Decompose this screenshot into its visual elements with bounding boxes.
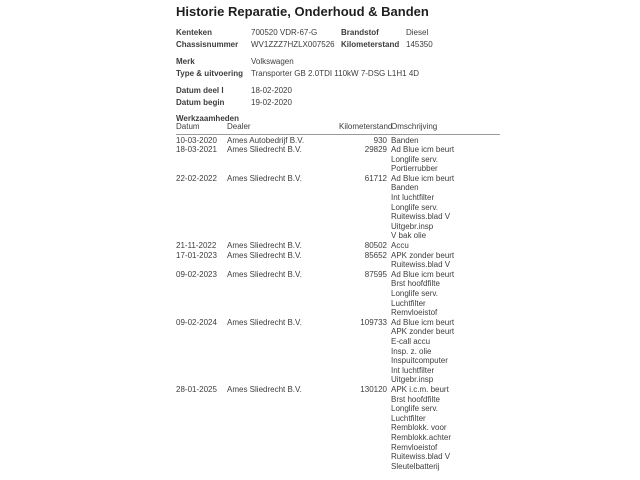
omschrijving-line: Luchtfilter: [391, 298, 426, 308]
table-row: [176, 136, 506, 146]
omschrijving-line: APK i.c.m. beurt: [391, 384, 449, 394]
type-uitvoering-label: Type & uitvoering: [176, 68, 243, 78]
row-omschrijving: [387, 270, 506, 318]
row-kilometerstand: 109733: [360, 317, 387, 327]
merk-label: Merk: [176, 57, 195, 66]
omschrijving-line: Ad Blue icm beurt: [391, 269, 455, 279]
row-kilometerstand: 130120: [360, 384, 387, 394]
row-omschrijving: [387, 385, 506, 471]
omschrijving-line: Longlife serv.: [391, 404, 438, 414]
brandstof-value: Diesel: [406, 28, 429, 37]
row-dealer: Ames Autobedrijf B.V.: [227, 135, 305, 145]
omschrijving-line: Remvloeistof: [391, 308, 438, 318]
omschrijving-line: Remblokk. voor: [391, 423, 447, 433]
datum-begin-value: 19-02-2020: [251, 97, 292, 107]
row-kilometerstand: 930: [373, 135, 387, 145]
row-kilometerstand: 80502: [364, 241, 387, 251]
report-page: [176, 0, 506, 471]
row-datum: 22-02-2022: [176, 173, 217, 183]
omschrijving-line: E-call accu: [391, 336, 431, 346]
omschrijving-line: Longlife serv.: [391, 154, 438, 164]
omschrijving-line: Accu: [391, 241, 409, 251]
row-dealer: Ames Sliedrecht B.V.: [227, 173, 302, 183]
kenteken-value: 700520 VDR-67-G: [251, 28, 318, 37]
datum-deel-1-value: 18-02-2020: [251, 86, 292, 95]
omschrijving-line: Remblokk.achter: [391, 432, 452, 442]
omschrijving-line: Ruitewiss.blad V: [391, 212, 451, 222]
kilometerstand-value: 145350: [406, 39, 433, 49]
omschrijving-line: Longlife serv.: [391, 202, 438, 212]
kenteken-label: Kenteken: [176, 28, 213, 37]
omschrijving-line: Banden: [391, 135, 419, 145]
omschrijving-line: Int luchtfilter: [391, 365, 435, 375]
werkzaamheden-table-body: [176, 136, 506, 472]
row-datum: 18-03-2021: [176, 145, 217, 155]
table-row: [176, 145, 506, 174]
column-header-dealer: Dealer: [227, 122, 251, 131]
datum-begin-label: Datum begin: [176, 97, 225, 107]
row-datum: 17-01-2023: [176, 250, 217, 260]
row-dealer: Ames Sliedrecht B.V.: [227, 317, 302, 327]
registration-dates-section: [176, 85, 506, 108]
werkzaamheden-heading: Werkzaamheden: [176, 114, 239, 123]
row-dealer: Ames Sliedrecht B.V.: [227, 384, 302, 394]
row-datum: 28-01-2025: [176, 384, 217, 394]
row-omschrijving: [387, 145, 506, 174]
column-header-omschrijving: Omschrijving: [391, 122, 438, 131]
row-kilometerstand: 87595: [364, 269, 387, 279]
werkzaamheden-table-header: [176, 123, 500, 135]
row-dealer: Ames Sliedrecht B.V.: [227, 241, 302, 251]
vehicle-identity-section: [176, 27, 506, 50]
row-omschrijving: [387, 174, 506, 241]
omschrijving-line: Inspuitcomputer: [391, 356, 448, 366]
row-kilometerstand: 61712: [364, 173, 387, 183]
row-kilometerstand: 29829: [364, 145, 387, 155]
page-title: Historie Reparatie, Onderhoud & Banden: [176, 4, 429, 19]
type-uitvoering-value: Transporter GB 2.0TDI 110kW 7-DSG L1H1 4D: [251, 68, 420, 78]
kilometerstand-label: Kilometerstand: [341, 39, 400, 49]
table-row: [176, 385, 506, 471]
omschrijving-line: Ruitewiss.blad V: [391, 452, 451, 462]
column-header-datum: Datum: [176, 122, 200, 131]
chassisnummer-value: WV1ZZZ7HZLX007526: [251, 39, 335, 49]
row-datum: 10-03-2020: [176, 135, 217, 145]
table-row: [176, 174, 506, 241]
chassisnummer-label: Chassisnummer: [176, 39, 239, 49]
row-datum: 09-02-2024: [176, 317, 217, 327]
omschrijving-line: Ruitewiss.blad V: [391, 260, 451, 270]
omschrijving-line: Uitgebr.insp: [391, 221, 434, 231]
omschrijving-line: Insp. z. olie: [391, 346, 432, 356]
table-row: [176, 318, 506, 385]
table-row: [176, 251, 506, 270]
row-dealer: Ames Sliedrecht B.V.: [227, 269, 302, 279]
omschrijving-line: Banden: [391, 183, 419, 193]
row-omschrijving: [387, 318, 506, 385]
omschrijving-line: Uitgebr.insp: [391, 375, 434, 385]
omschrijving-line: Ad Blue icm beurt: [391, 173, 455, 183]
datum-deel-1-label: Datum deel I: [176, 86, 224, 95]
table-row: [176, 241, 506, 251]
omschrijving-line: Portierrubber: [391, 164, 438, 174]
omschrijving-line: Remvloeistof: [391, 442, 438, 452]
omschrijving-line: Ad Blue icm beurt: [391, 145, 455, 155]
omschrijving-line: Luchtfilter: [391, 413, 426, 423]
row-omschrijving: [387, 241, 506, 251]
row-datum: 21-11-2022: [176, 241, 217, 251]
brandstof-label: Brandstof: [341, 28, 379, 37]
omschrijving-line: Longlife serv.: [391, 289, 438, 298]
row-dealer: Ames Sliedrecht B.V.: [227, 250, 302, 260]
merk-value: Volkswagen: [251, 57, 294, 66]
row-kilometerstand: 85652: [364, 250, 387, 260]
omschrijving-line: Ad Blue icm beurt: [391, 317, 455, 327]
omschrijving-line: Brst hoofdfilte: [391, 394, 440, 404]
omschrijving-line: V bak olie: [391, 231, 427, 241]
omschrijving-line: Brst hoofdfilte: [391, 279, 440, 289]
vehicle-type-section: [176, 56, 506, 79]
omschrijving-line: Sleutelbatterij: [391, 461, 440, 471]
omschrijving-line: Int luchtfilter: [391, 193, 435, 203]
omschrijving-line: APK zonder beurt: [391, 327, 455, 337]
row-omschrijving: [387, 251, 506, 270]
table-row: [176, 270, 506, 318]
row-omschrijving: [387, 136, 506, 146]
row-dealer: Ames Sliedrecht B.V.: [227, 145, 302, 155]
omschrijving-line: APK zonder beurt: [391, 250, 455, 260]
column-header-kilometerstand: Kilometerstand: [339, 122, 393, 131]
row-datum: 09-02-2023: [176, 269, 217, 279]
